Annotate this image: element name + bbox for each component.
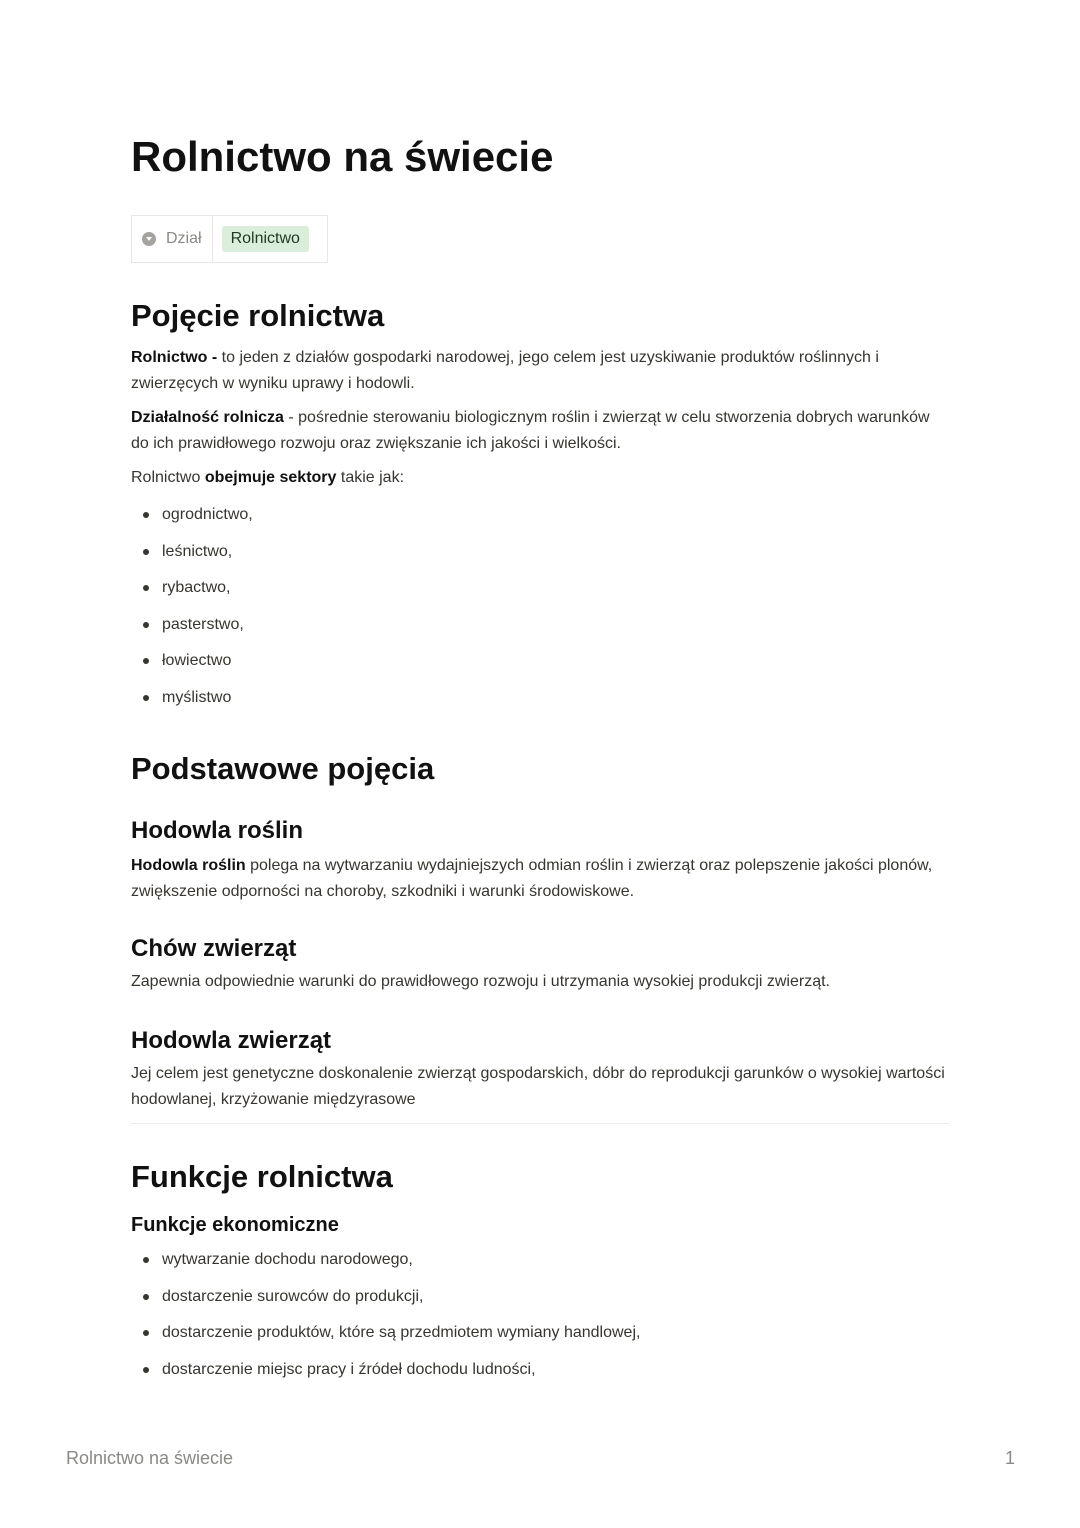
property-label: Dział: [166, 230, 202, 247]
definition-text: polega na wytwarzaniu wydajniejszych odmian roślin i zwierząt oraz polepszenie jakości plonów, zwiększenie odporności na choroby, szkodniki i warunki środowiskowe.: [131, 856, 933, 900]
list-item: myślistwo: [131, 685, 949, 711]
page-content: [131, 296, 949, 1393]
list-item: dostarczenie miejsc pracy i źródeł dochodu ludności,: [131, 1357, 949, 1383]
category-tag: Rolnictwo: [222, 226, 309, 252]
definition-text: to jeden z działów gospodarki narodowej, jego celem jest uzyskiwanie produktów roślinnych i zwierzęcych w wyniku uprawy i hodowli.: [131, 349, 879, 392]
footer-title: Rolnictwo na świecie: [66, 1448, 234, 1468]
bold-term: Rolnictwo -: [131, 349, 218, 366]
heading-chow: Chów zwierząt: [131, 934, 297, 962]
list-item: leśnictwo,: [131, 539, 949, 565]
list-item: pasterstwo,: [131, 612, 949, 638]
heading-pojecie: Pojęcie rolnictwa: [131, 298, 385, 333]
heading-hodowla-roslin: Hodowla roślin: [131, 816, 304, 844]
page-title: Rolnictwo na świecie: [131, 133, 554, 180]
list-item: rybactwo,: [131, 575, 949, 601]
heading-funkcje-ekonomiczne: Funkcje ekonomiczne: [131, 1213, 339, 1236]
definition-text: - pośrednie sterowaniu biologicznym roślin i zwierząt w celu stworzenia dobrych warunków do ich prawidłowego rozwoju oraz zwiększanie ich jakości i wielkości.: [131, 409, 930, 452]
bold-term: Działalność rolnicza: [131, 409, 284, 426]
list-item: wytwarzanie dochodu narodowego,: [131, 1247, 949, 1273]
text: Rolnictwo: [131, 469, 205, 486]
heading-funkcje: Funkcje rolnictwa: [131, 1158, 393, 1194]
paragraph-dzialalnosc: [131, 405, 949, 457]
bold-term: Hodowla roślin: [131, 856, 246, 874]
list-item: dostarczenie surowców do produkcji,: [131, 1284, 949, 1310]
paragraph-rolnictwo: [131, 345, 949, 397]
page-number: 1: [1004, 1448, 1015, 1468]
paragraph-chow: Zapewnia odpowiednie warunki do prawidłowego rozwoju i utrzymania wysokiej produkcji zwierząt.: [131, 972, 830, 990]
text: takie jak:: [336, 469, 405, 486]
heading-hodowla-zwierzat: Hodowla zwierząt: [131, 1026, 332, 1054]
select-property-icon: [142, 232, 156, 246]
list-item: ogrodnictwo,: [131, 502, 949, 528]
divider: [131, 1123, 949, 1124]
paragraph-hodowla-zwierzat: Jej celem jest genetyczne doskonalenie zwierząt gospodarskich, dóbr do reprodukcji garunków o wysokiej wartości hodowlanej, krzyżowanie międzyrasowe: [131, 1064, 945, 1108]
property-row: [131, 215, 328, 263]
sectors-list: [131, 502, 949, 711]
property-value[interactable]: [213, 216, 327, 262]
list-item: łowiectwo: [131, 648, 949, 674]
property-name[interactable]: [132, 216, 213, 262]
economic-functions-list: [131, 1247, 949, 1383]
bold-term: obejmuje sektory: [204, 469, 337, 486]
paragraph-sektory: [131, 465, 949, 491]
heading-podstawowe: Podstawowe pojęcia: [131, 750, 435, 786]
paragraph-hodowla-roslin: [131, 853, 949, 905]
list-item: dostarczenie produktów, które są przedmiotem wymiany handlowej,: [131, 1320, 949, 1346]
